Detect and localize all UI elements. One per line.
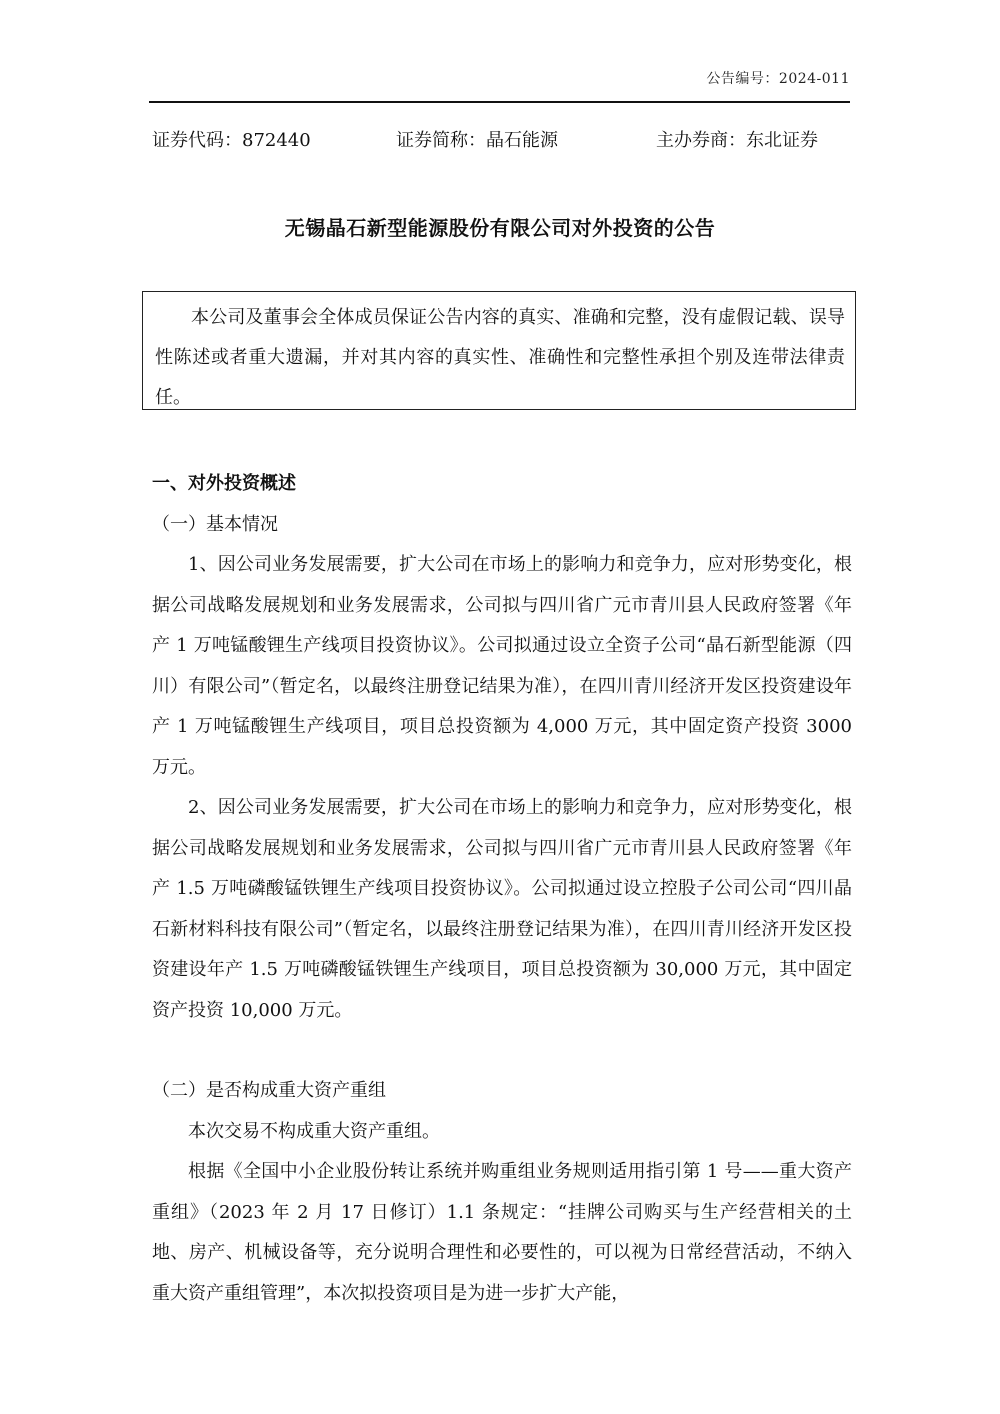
- paragraph-project-2: 2、因公司业务发展需要，扩大公司在市场上的影响力和竞争力，应对形势变化，根据公司战略发展规划和业务发展需求，公司拟与四川省广元市青川县人民政府签署《年产 1.5 万吨磷酸锰铁锂生产线项目投资协议》。公司拟通过设立控股子公司公司“四川晶石新材料科技有限公司”（暂定名，以最终注册登记结果为准），在四川青川经济开发区投资建设年产 1.5 万吨磷酸锰铁锂生产线项目，项目总投资额为 30,000 万元，其中固定资产投资 10,000 万元。: [152, 797, 852, 1021]
- disclaimer-box: 本公司及董事会全体成员保证公告内容的真实、准确和完整，没有虚假记载、误导性陈述或者重大遗漏，并对其内容的真实性、准确性和完整性承担个别及连带法律责任。: [142, 291, 856, 410]
- document-title: 无锡晶石新型能源股份有限公司对外投资的公告: [284, 216, 716, 240]
- paragraph-no-restructuring: 本次交易不构成重大资产重组。: [188, 1120, 440, 1142]
- security-code: 证券代码：872440: [152, 130, 311, 151]
- paragraph-rules-basis: 根据《全国中小企业股份转让系统并购重组业务规则适用指引第 1 号——重大资产重组》（2023 年 2 月 17 日修订）1.1 条规定：“挂牌公司购买与生产经营相关的土地、房产、机械设备等，充分说明合理性和必要性的，可以视为日常经营活动，不纳入重大资产重组管理”，本次拟投资项目是为进一步扩大产能，: [152, 1161, 852, 1304]
- document-body: [152, 464, 852, 1314]
- sponsor-broker: 主办券商：东北证券: [656, 130, 818, 151]
- section-heading-overview: 一、对外投资概述: [152, 473, 296, 494]
- paragraph-spacer: [152, 1031, 852, 1071]
- announcement-number: 公告编号：2024-011: [706, 71, 850, 87]
- securities-info: [152, 126, 852, 156]
- subsection-heading-restructuring: （二）是否构成重大资产重组: [152, 1080, 386, 1101]
- security-abbreviation: 证券简称：晶石能源: [396, 130, 558, 151]
- header-rule: [149, 101, 850, 103]
- subsection-heading-basic-info: （一）基本情况: [152, 513, 278, 535]
- paragraph-project-1: 1、因公司业务发展需要，扩大公司在市场上的影响力和竞争力，应对形势变化，根据公司战略发展规划和业务发展需求，公司拟与四川省广元市青川县人民政府签署《年产 1 万吨锰酸锂生产线项目投资协议》。公司拟通过设立全资子公司“晶石新型能源（四川）有限公司”（暂定名，以最终注册登记结果为准），在四川青川经济开发区投资建设年产 1 万吨锰酸锂生产线项目，项目总投资额为 4,000 万元，其中固定资产投资 3000 万元。: [152, 554, 852, 778]
